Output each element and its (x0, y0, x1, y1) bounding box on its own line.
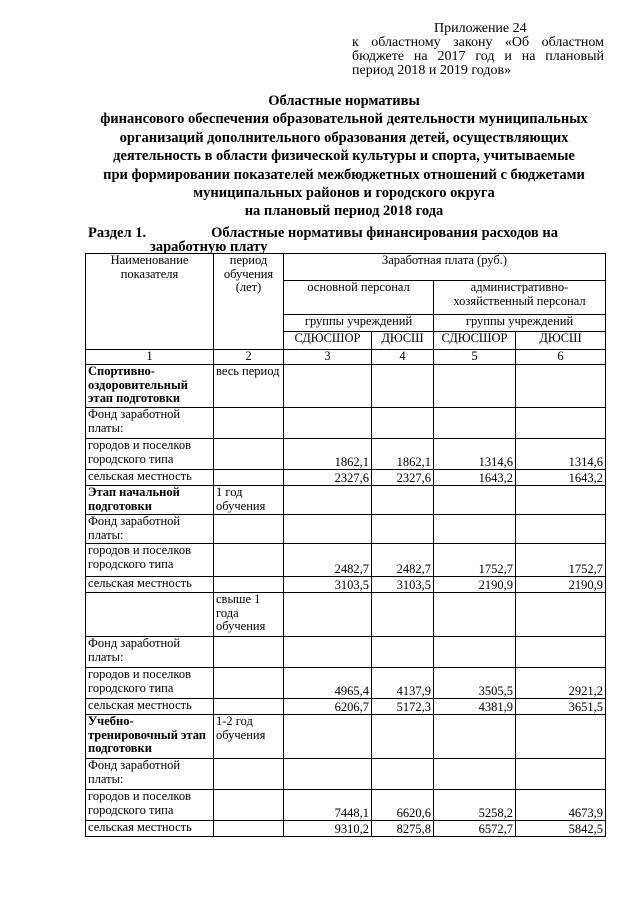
value-cell: 9310,2 (284, 821, 372, 837)
row-label: Фонд заработной платы: (86, 408, 214, 439)
value-cell: 2190,9 (516, 577, 606, 593)
value-cell: 5842,5 (516, 821, 606, 837)
table-row (86, 470, 606, 486)
stage-period: 1-2 год обучения (214, 715, 284, 759)
header-groups: группы учреждений (284, 315, 434, 332)
stage-name: Спортивно-оздоровительный этап подготовки (86, 365, 214, 408)
value-cell: 2482,7 (372, 544, 434, 577)
stage-name: Этап начальной подготовки (86, 486, 214, 515)
table-row (86, 408, 606, 439)
table-row (86, 821, 606, 837)
value-cell: 6620,6 (372, 790, 434, 821)
table-row (86, 515, 606, 544)
title-line: организаций дополнительного образования детей, осуществляющих (119, 129, 569, 146)
value-cell: 4673,9 (516, 790, 606, 821)
section-heading (88, 226, 558, 254)
table-row (86, 365, 606, 408)
header-main-staff: основной персонал (284, 281, 434, 315)
stage-period: 1 год обучения (214, 486, 284, 515)
value-cell: 1643,2 (434, 470, 516, 486)
table-row (86, 637, 606, 668)
value-cell: 4965,4 (284, 668, 372, 699)
header-groups: группы учреждений (434, 315, 606, 332)
section-text: Областные нормативы финансирования расходов на (211, 225, 558, 241)
value-cell: 5258,2 (434, 790, 516, 821)
table-row (86, 759, 606, 790)
title-line: при формировании показателей межбюджетных отношений с бюджетами (103, 166, 585, 183)
value-cell: 6572,7 (434, 821, 516, 837)
value-cell: 3103,5 (284, 577, 372, 593)
table-row (86, 699, 606, 715)
title-line: муниципальных районов и городского округа (193, 185, 495, 202)
col-number: 6 (516, 350, 606, 365)
annex-title: Приложение 24 (434, 21, 527, 36)
title-line: на плановый период 2018 года (244, 203, 444, 220)
value-cell: 4137,9 (372, 668, 434, 699)
annex-note (352, 22, 604, 78)
value-cell: 4381,9 (434, 699, 516, 715)
value-cell: 5172,3 (372, 699, 434, 715)
row-label: городов и поселков городского типа (86, 790, 214, 821)
value-cell: 1314,6 (516, 439, 606, 470)
row-label: сельская местность (86, 699, 214, 715)
title-line: Областные нормативы (268, 93, 420, 109)
value-cell: 3505,5 (434, 668, 516, 699)
row-label: сельская местность (86, 470, 214, 486)
value-cell: 7448,1 (284, 790, 372, 821)
col-number: 5 (434, 350, 516, 365)
value-cell: 2327,6 (284, 470, 372, 486)
annex-line: период 2018 и 2019 годов» (352, 63, 512, 78)
value-cell: 1752,7 (434, 544, 516, 577)
row-label: Фонд заработной платы: (86, 515, 214, 544)
value-cell: 6206,7 (284, 699, 372, 715)
header-salary: Заработная плата (руб.) (284, 254, 606, 281)
value-cell: 3651,5 (516, 699, 606, 715)
stage-name (86, 593, 214, 637)
table-row (86, 715, 606, 759)
row-label: сельская местность (86, 821, 214, 837)
stage-period: весь период (214, 365, 284, 408)
col-number: 1 (86, 350, 214, 365)
table-row (86, 544, 606, 577)
col-number: 3 (284, 350, 372, 365)
table-row (86, 593, 606, 637)
annex-line: бюджете на 2017 год и на плановый (352, 49, 604, 64)
header-sdyussh: СДЮСШОР (284, 332, 372, 350)
row-label: городов и поселков городского типа (86, 544, 214, 577)
title-line: деятельность в области физической культуры и спорта, учитываемые (113, 148, 575, 165)
value-cell: 1862,1 (372, 439, 434, 470)
table-row (86, 577, 606, 593)
row-label: Фонд заработной платы: (86, 759, 214, 790)
header-admin-staff: административно-хозяйственный персонал (434, 281, 606, 315)
row-label: городов и поселков городского типа (86, 439, 214, 470)
value-cell: 2482,7 (284, 544, 372, 577)
value-cell: 1752,7 (516, 544, 606, 577)
value-cell: 1314,6 (434, 439, 516, 470)
annex-line: к областному закону «Об областном (352, 35, 604, 50)
table-row (86, 790, 606, 821)
header-name: Наименование показателя (86, 254, 214, 350)
value-cell: 2327,6 (372, 470, 434, 486)
table-row (86, 668, 606, 699)
header-dyussh: ДЮСШ (372, 332, 434, 350)
value-cell: 2190,9 (434, 577, 516, 593)
stage-period: свыше 1 года обучения (214, 593, 284, 637)
col-number: 4 (372, 350, 434, 365)
row-label: Фонд заработной платы: (86, 637, 214, 668)
value-cell: 2921,2 (516, 668, 606, 699)
value-cell: 8275,8 (372, 821, 434, 837)
value-cell: 1643,2 (516, 470, 606, 486)
value-cell: 3103,5 (372, 577, 434, 593)
table-row (86, 486, 606, 515)
col-number: 2 (214, 350, 284, 365)
title-line: финансового обеспечения образовательной деятельности муниципальных (100, 111, 588, 128)
row-label: сельская местность (86, 577, 214, 593)
section-text-cont: заработную плату (150, 239, 268, 255)
value-cell: 1862,1 (284, 439, 372, 470)
table-row (86, 439, 606, 470)
header-period: период обучения (лет) (214, 254, 284, 350)
document-title (70, 92, 618, 221)
norms-table (85, 253, 606, 837)
row-label: городов и поселков городского типа (86, 668, 214, 699)
section-number: Раздел 1. (88, 225, 147, 241)
stage-name: Учебно-тренировочный этап подготовки (86, 715, 214, 759)
header-dyussh: ДЮСШ (516, 332, 606, 350)
header-sdyussh: СДЮСШОР (434, 332, 516, 350)
